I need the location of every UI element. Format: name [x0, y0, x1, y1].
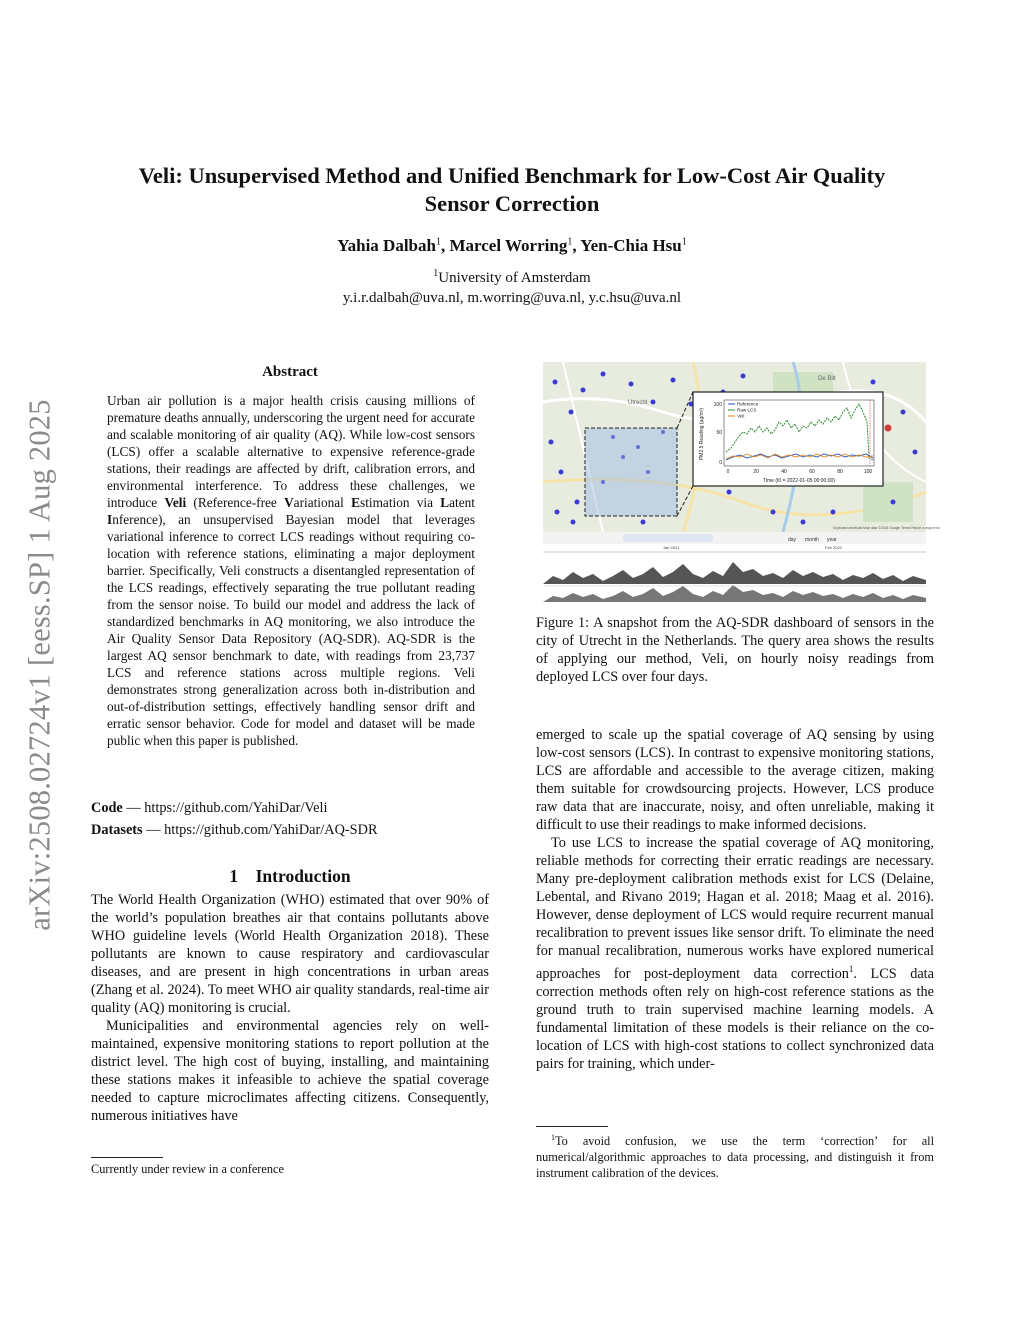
query-area: [585, 428, 677, 516]
dataset-separator: —: [142, 822, 165, 838]
inset-x-tick: 0: [726, 469, 730, 475]
intro-paragraph-part: To use LCS to increase the spatial coverage of AQ monitoring, reliable methods for correcting their erratic readings are necessary. Many pre-deployment calibration methods exist for LCS (Delaine, Lebental, and Rivano 2019; Hagan et al. 2018; Maag et al. 2016). However, dense deployment of LCS would require recurrent manual recalibration to prevent issues like sensor drift. To eliminate the need for manual recalibration, numerous works have explored numerical approaches for post-deployment data correction: [536, 835, 934, 982]
abstract-heading: Abstract: [262, 364, 318, 380]
footnote-rule: [91, 1157, 163, 1158]
affiliation-mark: 1: [433, 268, 439, 279]
dashboard-image: [543, 362, 940, 604]
footnote-marker: 1: [848, 964, 854, 974]
timeline-toolbar: [543, 532, 926, 544]
intro-paragraph: [536, 834, 934, 1073]
code-link-line: [91, 800, 491, 817]
paper-title: [60, 162, 964, 218]
intro-paragraph: The World Health Organization (WHO) estimated that over 90% of the world’s population breathes air that contains pollutants above WHO guideline levels (World Health Organization 2018). These pollutants are known to cause respiratory and cardiovascular diseases, and are present in high concentrations in urban areas (Zhang et al. 2024). To meet WHO air quality standards, real-time air quality (AQ) monitoring is crucial.: [91, 892, 489, 1016]
timeline-control[interactable]: day: [788, 537, 797, 543]
legend-entry: Reference: [737, 401, 759, 407]
correction-footnote: [536, 1130, 934, 1181]
author-name: Yahia Dalbah: [337, 236, 436, 255]
timeline-label: Jan 2021: [663, 545, 680, 550]
author-mark: 1: [681, 236, 687, 248]
section-heading-introduction: [91, 866, 489, 887]
affiliation-block: [60, 264, 964, 308]
abstract-part: stimation via: [360, 495, 441, 510]
footnote-text: To avoid confusion, we use the term ‘correction’ for all numerical/algorithmic approaches to data processing, and distinguish it from instrument calibration of the devices.: [536, 1134, 934, 1181]
intro-paragraph: Municipalities and environmental agencies rely on well-maintained, expensive monitoring stations to report pollution at the district level. The high cost of buying, installing, and maintaining these stations makes it infeasible to achieve the spatial coverage needed to capture microclimates affecting citizens. Consequently, numerous initiatives have: [91, 1018, 489, 1124]
inset-x-tick: 40: [781, 469, 787, 475]
figure-1-dashboard: [543, 362, 940, 604]
code-separator: —: [122, 800, 145, 816]
title-line-1: Veli: Unsupervised Method and Unified Benchmark for Low-Cost Air Quality: [138, 163, 886, 188]
arxiv-identifier: [20, 370, 60, 960]
map-label: Utrecht: [628, 400, 648, 406]
timeline-slider[interactable]: [623, 534, 713, 542]
dataset-link-line: [91, 822, 491, 839]
abstract-part: Urban air pollution is a major health crisis causing millions of premature deaths annually, underscoring the urgent need for accurate and scalable monitoring of air quality (AQ). While low-cost sensors (LCS) offer a scalable alternative to expensive reference-grade stations, their readings are affected by drift, calibration errors, and environmental interference. To address these challenges, we introduce: [107, 393, 475, 510]
abstract-text: [107, 392, 475, 749]
affiliation: University of Amsterdam: [438, 270, 591, 286]
inset-x-tick: 80: [837, 469, 843, 475]
inset-x-tick: 20: [753, 469, 759, 475]
section-title: Introduction: [255, 866, 351, 886]
intro-paragraph: emerged to scale up the spatial coverage of AQ sensing by using low-cost sensors (LCS). In contrast to expensive monitoring stations, LCS are affordable and accessible to the average citizen, making them suitable for crowdsourcing projects. However, LCS produce raw data that are inaccurate, noisy, and often unreliable, making it difficult to use their readings to make informed decisions.: [536, 727, 934, 833]
author-name: Yen-Chia Hsu: [580, 236, 682, 255]
timeline-control[interactable]: year: [827, 537, 837, 543]
abstract-acronym-letter: E: [351, 495, 361, 510]
footnote-rule: [536, 1126, 608, 1127]
author-list: Yahia Dalbah$^1$, Marcel Worring$^1$, Yen-Chia Hsu$^1$: [337, 236, 687, 255]
timeline-control[interactable]: month: [805, 537, 819, 543]
inset-y-tick: 0: [719, 460, 722, 466]
author-mark: 1: [435, 236, 441, 248]
inset-x-tick: 100: [863, 469, 873, 475]
abstract-part: atent: [449, 495, 475, 510]
inset-y-label: PM2.5 Reading (µg/m³): [699, 407, 705, 461]
intro-left-column: [91, 891, 489, 1125]
footnote-marker: 1: [551, 1133, 555, 1142]
code-label: Code: [91, 800, 123, 816]
legend-entry: Raw LCS: [737, 407, 757, 413]
title-line-2: Sensor Correction: [424, 191, 600, 216]
map-label: De Bilt: [818, 376, 836, 382]
datasets-label: Datasets: [91, 822, 143, 838]
dataset-url[interactable]: https://github.com/YahiDar/AQ-SDR: [164, 822, 378, 838]
abstract-part: ariational: [293, 495, 352, 510]
abstract-veli: Veli: [164, 495, 187, 510]
author-name: Marcel Worring: [449, 236, 568, 255]
timeline-histogram: [543, 585, 926, 602]
legend-entry: Veli: [737, 413, 745, 419]
author-mark: 1: [567, 236, 573, 248]
intro-right-column: [536, 726, 934, 1073]
abstract-acronym-letter: I: [107, 512, 113, 527]
inset-x-tick: 60: [809, 469, 815, 475]
section-number: 1: [229, 866, 239, 886]
arxiv-id-text: arXiv:2508.02724v1 [eess.SP] 1 Aug 2025: [22, 399, 57, 931]
inset-y-tick: 50: [716, 430, 722, 436]
abstract-acronym-letter: L: [440, 495, 450, 510]
intro-paragraph-part: . LCS data correction methods often rely on high-cost reference stations as the ground truth to train supervised machine learning models. A fundamental limitation of these models is their reliance on the co-location of LCS with high-cost stations to collect synchronized data pairs for training, which under-: [536, 965, 934, 1072]
map-park: [863, 482, 913, 522]
figure-1-caption: Figure 1: A snapshot from the AQ-SDR dashboard of sensors in the city of Utrecht in the Netherlands. The query area shows the results of applying our method, Veli, on hourly noisy readings from deployed LCS over four days.: [536, 615, 934, 685]
timeline-histogram: [543, 562, 926, 584]
timeline-label: Feb 2022: [825, 545, 842, 550]
inset-x-label: Time (t0 = 2022-01-05 00:00:00): [763, 478, 835, 484]
abstract-part: nference), an unsupervised Bayesian model that leverages variational inference to correct LCS readings without requiring co-location with reference stations, eliminating a major deployment barrier. Specifically, Veli constructs a disentangled representation of the LCS readings, effectively separating the true pollutant reading from the sensor noise. To build our model and address the lack of standardized benchmarks in AQ monitoring, we also introduce the Air Quality Sensor Data Repository (AQ-SDR). AQ-SDR is the largest AQ sensor benchmark to date, with readings from 23,737 LCS and reference stations across multiple regions. Veli demonstrates strong generalization across both in-distribution and out-of-distribution settings, effectively handling sensor drift and erratic sensor behavior. Code for model and dataset will be made public when this paper is published.: [107, 512, 475, 748]
abstract-acronym-letter: V: [284, 495, 294, 510]
map-attribution: Keyboard shortcuts Map data ©2024 Google Terms Report a map error: [833, 526, 940, 530]
station-marker: [885, 425, 892, 432]
author-emails: y.i.r.dalbah@uva.nl, m.worring@uva.nl, y.c.hsu@uva.nl: [342, 290, 682, 306]
code-url[interactable]: https://github.com/YahiDar/Veli: [144, 800, 328, 816]
review-footnote: Currently under review in a conference: [91, 1162, 284, 1176]
abstract-part: (Reference-free: [186, 495, 285, 510]
inset-y-tick: 100: [713, 402, 722, 408]
